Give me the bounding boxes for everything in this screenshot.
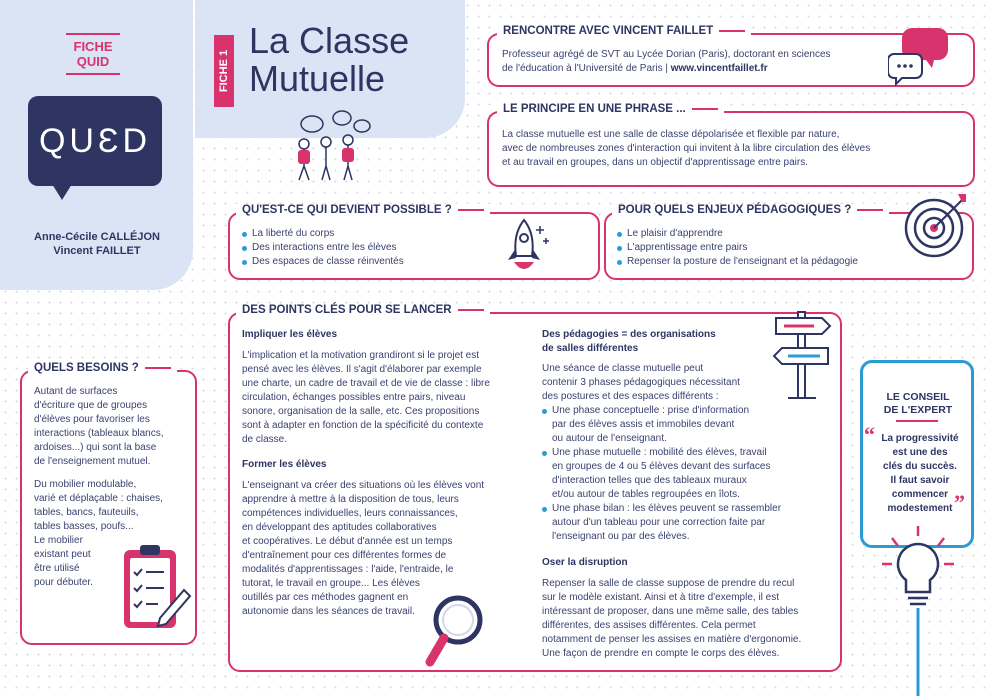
list-item [542,404,838,446]
title-line1: La Classe [249,20,410,61]
author-name: Anne-Cécile CALLÉJON [34,231,160,243]
besoins-line: d'élèves pour favoriser les [34,414,150,425]
title-line2: Mutuelle [249,58,386,99]
expert-quote-line: clés du succès. [883,461,957,472]
pedagogies-title [542,328,752,356]
heading-dash [719,30,745,32]
phase-line: ou autour de l'enseignant. [552,433,667,444]
impliquer-title: Impliquer les élèves [242,329,338,340]
possible-heading-text: QU'EST-CE QUI DEVIENT POSSIBLE ? [242,204,452,216]
besoins-line: pour débuter. [34,577,93,588]
former-line: apprendre à mettre à la disposition de tous, leurs [242,494,459,505]
former-line: compétences individuelles, leurs connaissances, [242,508,458,519]
besoins-line: tables basses, poufs... [34,521,134,532]
oser-line: sur le modèle existant. Ainsi et à titre d'exemple, il est [542,592,780,603]
close-quote-icon: ” [954,490,965,515]
expert-quote-line: est une des [892,447,948,458]
besoins-line: varié et déplaçable : chaises, [34,493,163,504]
fiche-number-tag [214,35,234,107]
oser-line: notamment de penser les assises en matière d'ergonomie. [542,634,802,645]
impliquer-line: L'implication et la motivation grandiront si le projet est [242,350,480,361]
rencontre-text [502,48,882,76]
author-name: Vincent FAILLET [53,245,141,257]
pedagogies-title-line: Des pédagogies = des organisations [542,329,716,340]
expert-quote-line: modestement [887,503,953,514]
former-line: en développant des aptitudes collaboratives [242,522,437,533]
fiche-quid-line1: FICHE [73,39,113,54]
list-item: La liberté du corps [242,227,482,241]
points-cles-heading-text: DES POINTS CLÉS POUR SE LANCER [242,304,452,316]
divider [66,73,120,75]
phase-line: et/ou autour de tables regroupées en îlots. [552,489,740,500]
expert-quote-line: Il faut savoir [890,475,950,486]
rocket-icon [492,216,556,280]
magnifying-glass-icon [422,590,488,682]
rencontre-line: de l'éducation à l'Université de Paris | [502,63,668,74]
principe-line: et au travail en groupes, dans un objectif d'apprentissage entre pairs. [502,157,808,168]
besoins-line: Le mobilier [34,535,83,546]
former-title: Former les élèves [242,459,327,470]
divider [66,33,120,35]
enjeux-list [617,227,907,269]
former-line: outillés par ces méthodes gagnent en [242,592,409,603]
phase-line: Une phase mutuelle : mobilité des élèves, travail [552,447,767,458]
list-item [542,446,838,502]
expert-title [870,391,966,417]
list-item: Des interactions entre les élèves [242,241,482,255]
list-item: Repenser la posture de l'enseignant et la pédagogie [617,255,907,269]
impliquer-line: sonore, organisation de la salle, etc. Ces propositions [242,406,480,417]
rencontre-heading [497,25,751,37]
phase-line: par des élèves assis et immobiles devant [552,419,735,430]
pedagogies-title-line: de salles différentes [542,343,639,354]
website-link[interactable]: www.vincentfaillet.fr [670,63,768,74]
expert-title-line: LE CONSEIL [886,391,950,403]
former-line: modalités d'apprentissages : l'aide, l'entraide, le [242,564,454,575]
besoins-heading-text: QUELS BESOINS ? [34,362,139,374]
phase-line: en groupes de 4 ou 5 élèves devant des surfaces [552,461,771,472]
besoins-line: être utilisé [34,563,80,574]
phases-list [542,404,838,544]
former-line: et coopératives. Le début d'année est un temps [242,536,453,547]
principe-heading [497,103,724,115]
impliquer-line: de classe. [242,434,288,445]
expert-quote-line: La progressivité [881,433,959,444]
fiche-quid-line2: QUID [76,54,110,69]
target-icon [900,190,972,262]
former-text [242,479,534,619]
heading-dash [458,209,484,211]
list-item: L'apprentissage entre pairs [617,241,907,255]
besoins-line: Autant de surfaces [34,386,118,397]
besoins-para1 [34,385,194,469]
lightbulb-icon [880,524,956,696]
former-line: autonomie dans les séances de travail. [242,606,415,617]
oser-line: intéressant de proposer, dans une même salle, des tables [542,606,799,617]
former-line: d'entraînement pour ces différentes formes de [242,550,447,561]
principe-text [502,128,962,170]
speech-bubbles-icon [888,24,950,86]
impliquer-line: sont à adapter en fonction de la spécificité du contexte [242,420,484,431]
oser-text [542,577,838,661]
besoins-line: tables, bancs, fauteuils, [34,507,139,518]
pedagogies-line: contenir 3 phases pédagogiques nécessitant [542,377,740,388]
oser-title: Oser la disruption [542,557,628,568]
heading-dash [857,209,883,211]
phase-line: l'enseignant ou par des élèves. [552,531,690,542]
pedagogies-line: des postures et des espaces différents : [542,391,719,402]
points-cles-heading [236,304,490,316]
rencontre-line: Professeur agrégé de SVT au Lycée Dorian (Paris), doctorant en sciences [502,49,831,60]
phase-line: autour d'un tableau pour une correction faite par [552,517,766,528]
authors [14,230,180,258]
enjeux-heading-text: POUR QUELS ENJEUX PÉDAGOGIQUES ? [618,204,852,216]
besoins-line: d'écriture que de groupes [34,400,148,411]
clipboard-checklist-icon [118,542,194,634]
signpost-icon [762,302,842,402]
possible-heading [236,204,490,216]
list-item [542,502,838,544]
heading-dash [145,367,171,369]
enjeux-heading [612,204,889,216]
expert-quote [874,432,966,516]
fiche-quid-label [60,33,126,75]
besoins-line: Du mobilier modulable, [34,479,137,490]
heading-dash [458,309,484,311]
rencontre-heading-text: RENCONTRE AVEC VINCENT FAILLET [503,25,714,37]
phase-line: Une phase conceptuelle : prise d'information [552,405,750,416]
pedagogies-line: Une séance de classe mutuelle peut [542,363,704,374]
oser-line: différentes, des assises différentes. Cela permet [542,620,756,631]
list-item: Des espaces de classe réinventés [242,255,482,269]
possible-list [242,227,482,269]
phase-line: Une phase bilan : les élèves peuvent se rassembler [552,503,782,514]
principe-heading-text: LE PRINCIPE EN UNE PHRASE ... [503,103,686,115]
former-line: L'enseignant va créer des situations où les élèves vont [242,480,485,491]
oser-line: Une façon de prendre en compte le corps des élèves. [542,648,780,659]
besoins-line: ardoises...) qui sont la base [34,442,157,453]
heading-dash [692,108,718,110]
impliquer-line: une charte, un cadre de travail et de vie de classe : libre [242,378,490,389]
oser-line: Repenser la salle de classe suppose de prendre du recul [542,578,795,589]
divider [896,420,938,422]
open-quote-icon: “ [864,422,875,447]
expert-quote-line: commencer [891,489,949,500]
list-item: Le plaisir d'apprendre [617,227,907,241]
people-talking-illustration [282,110,382,182]
former-line: tutorat, le travail en groupe... Les élèves [242,578,420,589]
besoins-heading [28,362,177,374]
besoins-line: de l'enseignement mutuel. [34,456,151,467]
besoins-line: existant peut [34,549,91,560]
impliquer-line: circulation, échanges possibles entre pairs, niveau [242,392,466,403]
logo-speech-tail [52,184,72,200]
phase-line: d'interaction telles que des tableaux muraux [552,475,747,486]
impliquer-line: pensé avec les élèves. Il s'agit d'élaborer par exemple [242,364,482,375]
quid-logo-text: QUƐD [38,121,152,160]
principe-line: La classe mutuelle est une salle de classe dépolarisée et flexible par nature, [502,129,840,140]
expert-title-line: DE L'EXPERT [883,404,953,416]
page-title [249,22,449,98]
quid-logo [28,96,162,186]
besoins-line: interactions (tableaux blancs, [34,428,164,439]
fiche-number-text: FICHE 1 [218,49,230,93]
impliquer-text [242,349,534,447]
principe-line: avec de nombreuses zones d'interaction qui invitent à la libre circulation des élèves [502,143,871,154]
